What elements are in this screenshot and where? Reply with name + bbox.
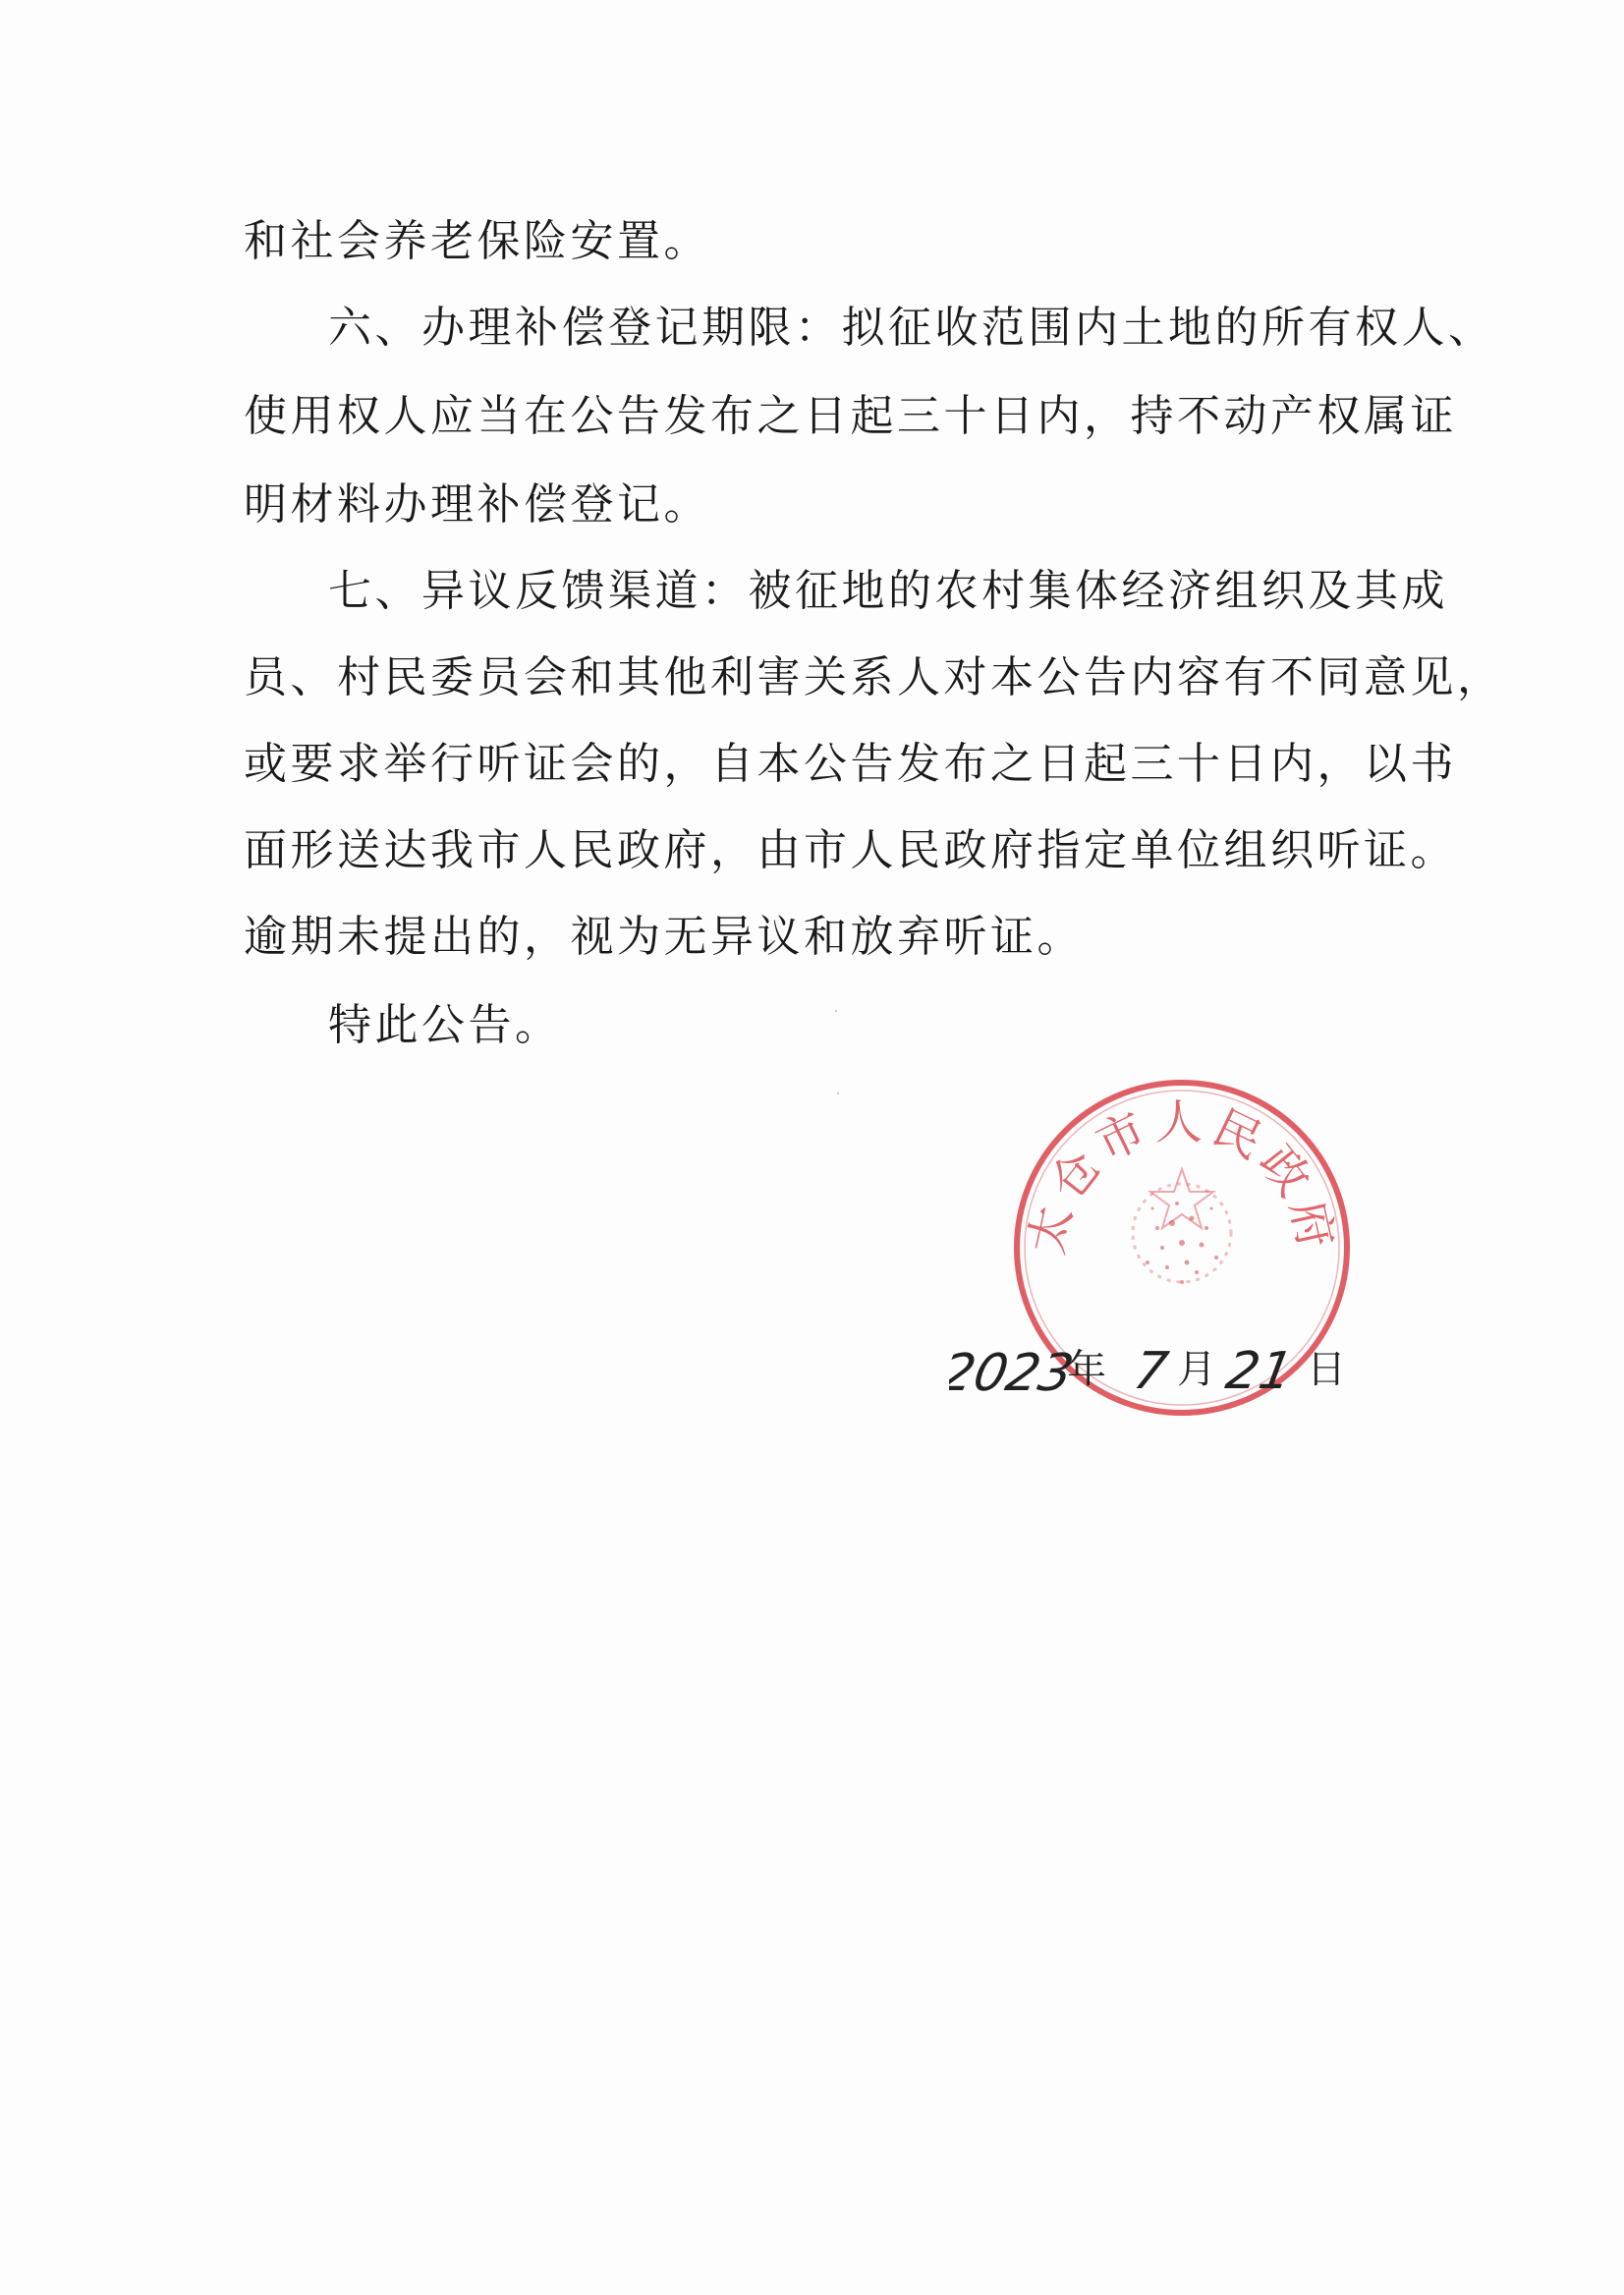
section-7-line-1: 七、异议反馈渠道：被征地的农村集体经济组织及其成	[328, 566, 1448, 616]
section-7-line-4: 面形送达我市人民政府，由市人民政府指定单位组织听证。	[244, 825, 1457, 875]
section-6-line-3: 明材料办理补偿登记。	[244, 479, 710, 530]
section-7-line-3: 或要求举行听证会的，自本公告发布之日起三十日内，以书	[244, 739, 1457, 789]
section-6-line-2: 使用权人应当在公告发布之日起三十日内，持不动产权属证	[244, 391, 1457, 441]
section-7-line-2: 员、村民委员会和其他利害关系人对本公告内容有不同意见，	[244, 652, 1504, 702]
date-month: 7	[1129, 1341, 1173, 1401]
date-day: 21	[1221, 1341, 1298, 1401]
date-year-unit: 年	[1067, 1347, 1106, 1392]
date-day-unit: 日	[1307, 1347, 1346, 1392]
date-year: 2023	[949, 1343, 1079, 1403]
seal-text: 太仓市人民政府	[1019, 1094, 1345, 1259]
paragraph-5-ending: 和社会养老保险安置。	[244, 216, 710, 266]
section-7-line-5: 逾期未提出的，视为无异议和放弃听证。	[244, 912, 1084, 962]
scan-speck	[837, 1092, 839, 1094]
section-6-line-1: 六、办理补偿登记期限：拟征收范围内土地的所有权人、	[328, 303, 1495, 353]
closing-statement: 特此公告。	[328, 1000, 562, 1050]
handwritten-date	[949, 1331, 1362, 1410]
date-month-unit: 月	[1177, 1347, 1216, 1392]
scan-speck	[835, 1010, 837, 1012]
